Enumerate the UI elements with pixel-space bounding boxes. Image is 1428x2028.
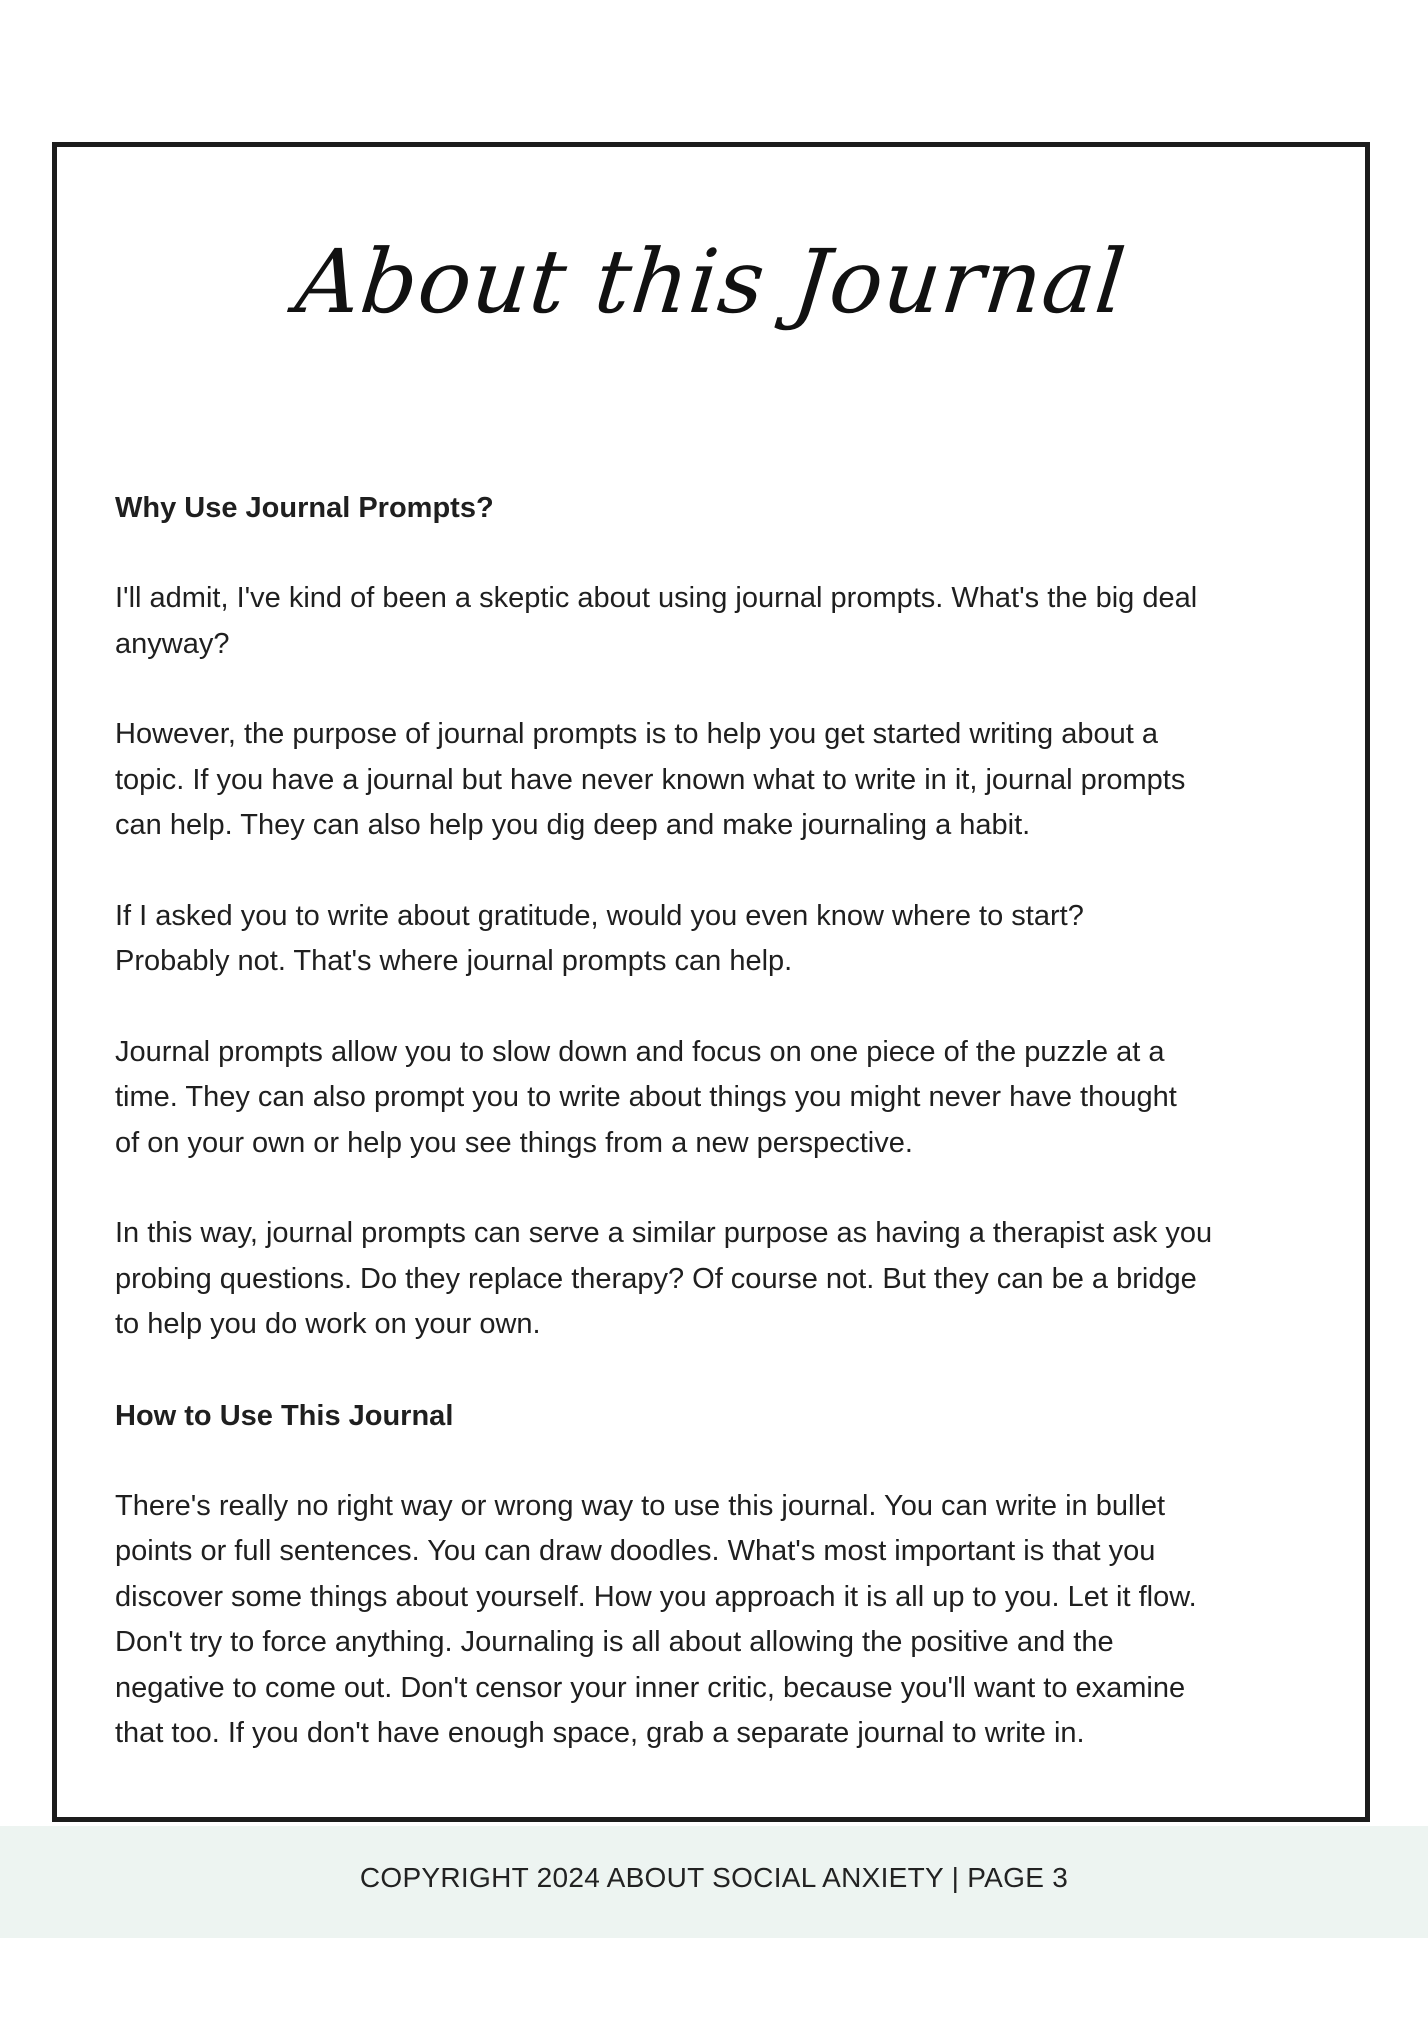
section-heading-why-use-prompts: Why Use Journal Prompts? (115, 492, 494, 524)
paragraph: There's really no right way or wrong way to use this journal. You can write in bullet points or full sentences. You can draw doodles. What's most important is that you discover some things about yourself. How you approach it is all up to you. Let it flow. Don't try to force anything. Journaling is all about allowing the positive and the negative to come out. Don't censor your inner critic, because you'll want to examine that too. If you don't have enough space, grab a separate journal to write in. (115, 1489, 1197, 1749)
paragraph: If I asked you to write about gratitude, would you even know where to start? Probably not. That's where journal prompts can help. (115, 899, 1084, 977)
page-title: About this Journal (291, 230, 1131, 333)
paragraph: Journal prompts allow you to slow down and focus on one piece of the puzzle at a time. They can also prompt you to write about things you might never have thought of on your own or help you see things from a new perspective. (115, 1035, 1177, 1159)
section-heading-how-to-use: How to Use This Journal (115, 1399, 454, 1432)
paragraph: However, the purpose of journal prompts is to help you get started writing about a topic. If you have a journal but have never known what to write in it, journal prompts can help. They can also help you dig deep and make journaling a habit. (115, 718, 1186, 841)
footer-copyright: COPYRIGHT 2024 ABOUT SOCIAL ANXIETY | PAGE 3 (359, 1862, 1069, 1893)
footer-band (0, 1826, 1428, 1938)
page-frame (52, 142, 1370, 1822)
page-content (115, 485, 1320, 1802)
paragraph: I'll admit, I've kind of been a skeptic about using journal prompts. What's the big deal anyway? (115, 582, 1198, 660)
paragraph: In this way, journal prompts can serve a similar purpose as having a therapist ask you probing questions. Do they replace therapy? Of course not. But they can be a bridge to help you do work on your own. (115, 1217, 1213, 1340)
